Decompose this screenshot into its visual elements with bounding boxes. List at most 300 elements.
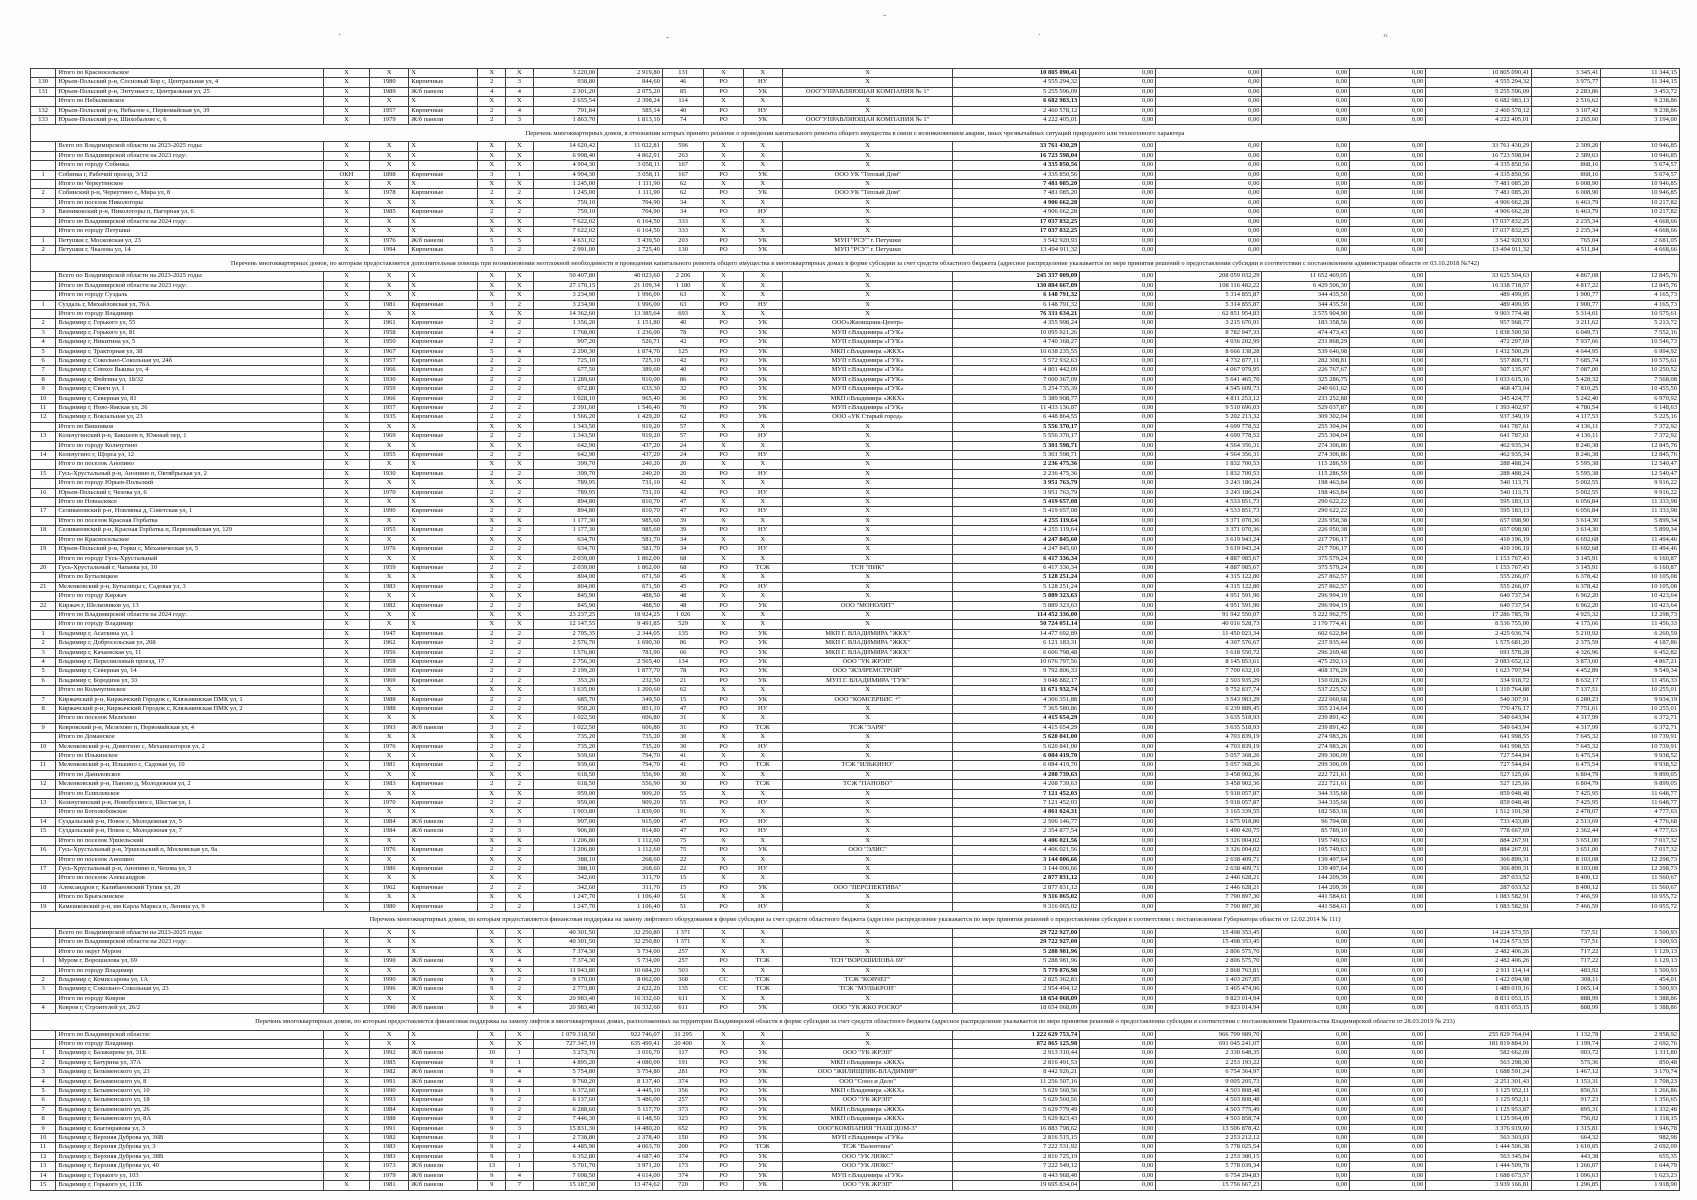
table-cell: 856,51 — [1532, 1087, 1601, 1096]
table-cell: 2 — [506, 488, 534, 497]
table-cell: УК — [743, 1171, 782, 1180]
table-cell: 410 196,19 — [1426, 535, 1532, 544]
subtotal-row — [31, 938, 1680, 947]
table-cell: Кирпичные — [409, 657, 478, 666]
table-cell: 0,00 — [1350, 356, 1426, 365]
table-cell: 11 671 932,74 — [953, 686, 1080, 695]
table-cell: 0,00 — [1080, 667, 1156, 676]
table-cell: 9 — [478, 957, 506, 966]
table-cell: РО — [704, 116, 743, 125]
table-cell: X — [704, 610, 743, 619]
table-cell: 7 372,92 — [1601, 422, 1680, 431]
table-cell: X — [704, 422, 743, 431]
table-cell: 9 — [31, 385, 56, 394]
table-cell: 4 511,84 — [1532, 245, 1601, 254]
table-cell: 4 925,32 — [1532, 610, 1601, 619]
table-cell: 0,00 — [1262, 1030, 1350, 1039]
table-cell: X — [409, 789, 478, 798]
address-cell: Кольчугинский р-н, Бакшеев п, Южный пер, 1 — [56, 432, 324, 441]
table-cell: 18 654 068,09 — [953, 994, 1080, 1003]
table-cell: 2 — [506, 366, 534, 375]
table-cell: 74 — [662, 116, 704, 125]
table-cell: X — [323, 217, 369, 226]
table-cell: 540 307,91 — [1426, 695, 1532, 704]
table-cell: 5 674,57 — [1601, 170, 1680, 179]
table-cell: 2 — [506, 667, 534, 676]
table-cell: Кирпичные — [409, 356, 478, 365]
table-cell: 3 — [478, 170, 506, 179]
table-cell: 1979 — [370, 1171, 409, 1180]
table-cell: 0,00 — [1350, 994, 1426, 1003]
table-cell: 3 — [31, 1068, 56, 1077]
table-cell: 1 177,30 — [533, 526, 598, 535]
table-cell: 282 308,81 — [1262, 356, 1350, 365]
table-cell: X — [323, 300, 369, 309]
table-cell: X — [506, 217, 534, 226]
table-cell: 0,00 — [1350, 97, 1426, 106]
address-cell: Владимир г, Безыменского ул, 10 — [56, 1087, 324, 1096]
table-cell: 13 506 878,42 — [1156, 1124, 1262, 1133]
table-cell: 3 048 882,17 — [953, 676, 1080, 685]
table-cell: X — [704, 573, 743, 582]
table-cell: 526,71 — [598, 338, 663, 347]
table-cell: 1979 — [370, 116, 409, 125]
table-cell: 13 385,64 — [598, 309, 663, 318]
table-cell: 3 215 670,91 — [1156, 319, 1262, 328]
table-cell: 281 — [662, 1068, 704, 1077]
table-cell: 0,00 — [1080, 1087, 1156, 1096]
table-cell: УК — [743, 639, 782, 648]
table-cell: 1 623 797,94 — [1426, 667, 1532, 676]
table-cell: 63 — [662, 291, 704, 300]
table-cell: 0,00 — [1080, 629, 1156, 638]
table-cell: X — [704, 151, 743, 160]
table-cell: 2 — [506, 375, 534, 384]
table-cell: X — [782, 217, 953, 226]
table-cell: 1 310 764,88 — [1426, 686, 1532, 695]
table-cell: X — [323, 817, 369, 826]
table-cell: 40 — [662, 366, 704, 375]
table-cell: 437,20 — [598, 441, 663, 450]
table-cell: 2 — [478, 827, 506, 836]
table-cell: 2 825 362,83 — [953, 975, 1080, 984]
table-cell: X — [506, 479, 534, 488]
table-cell: 966 799 989,70 — [1156, 1030, 1262, 1039]
table-cell: 2 344,05 — [598, 629, 663, 638]
table-cell: 0,00 — [1262, 1004, 1350, 1013]
table-cell: 4 533 851,73 — [1156, 498, 1262, 507]
table-cell: 1990 — [370, 1087, 409, 1096]
table-row — [31, 87, 1680, 96]
address-cell: Владимир г, Комиссарова ул, 1А — [56, 975, 324, 984]
table-cell: X — [506, 994, 534, 1003]
table-row — [31, 116, 1680, 125]
table-cell: 17 037 832,25 — [953, 227, 1080, 236]
table-cell: X — [506, 855, 534, 864]
table-cell: 0,00 — [1350, 236, 1426, 245]
table-cell — [31, 281, 56, 290]
table-cell: 2 — [506, 432, 534, 441]
table-cell: 4 307 576,67 — [1156, 639, 1262, 648]
table-cell: 2 — [478, 883, 506, 892]
table-cell: 0,00 — [1080, 1068, 1156, 1077]
table-cell: 9 — [478, 1068, 506, 1077]
table-cell: 33 625 504,63 — [1426, 272, 1532, 281]
table-cell: 0,00 — [1080, 874, 1156, 883]
table-cell: 388,10 — [533, 855, 598, 864]
table-cell: 6 148,50 — [598, 1115, 663, 1124]
table-cell: ООО "УК ЖРЭП" — [782, 657, 953, 666]
address-cell: Ковров г, Строителей ул, 26/2 — [56, 1004, 324, 1013]
table-cell: 1 343,50 — [533, 422, 598, 431]
table-cell: 0,00 — [1350, 563, 1426, 572]
table-cell: 0,00 — [1350, 723, 1426, 732]
table-cell: РО — [704, 657, 743, 666]
table-cell: 540 113,71 — [1426, 479, 1532, 488]
table-cell: Кирпичные — [409, 1105, 478, 1114]
table-cell: 7 622,02 — [533, 227, 598, 236]
table-cell: 0,00 — [1080, 479, 1156, 488]
table-cell: РО — [704, 695, 743, 704]
address-cell: Меленковский р-н, Бутылицы с, Садовая ул, 3 — [56, 582, 324, 591]
table-cell: 618,50 — [533, 780, 598, 789]
table-cell: 0,00 — [1350, 319, 1426, 328]
table-cell: 640 737,54 — [1426, 601, 1532, 610]
table-cell — [31, 161, 56, 170]
table-cell: 2 — [478, 695, 506, 704]
address-cell: Владимир г, Северная ул, 81 — [56, 394, 324, 403]
address-cell: Владимир г, Безыменского ул, 8А — [56, 1115, 324, 1124]
table-cell: X — [478, 789, 506, 798]
table-cell: X — [743, 460, 782, 469]
table-cell: 5 754,80 — [533, 1068, 598, 1077]
table-cell: Ж/б панели — [409, 1181, 478, 1190]
table-cell: 23 237,25 — [533, 610, 598, 619]
table-cell: 8 400,12 — [1532, 874, 1601, 883]
table-cell: X — [323, 319, 369, 328]
table-cell: 323 — [662, 1115, 704, 1124]
table-cell: X — [782, 227, 953, 236]
table-cell: 16 — [31, 846, 56, 855]
table-cell: 655,35 — [1601, 1152, 1680, 1161]
table-cell: 3 — [506, 1124, 534, 1133]
table-cell: 0,00 — [1262, 151, 1350, 160]
subtotal-row — [31, 808, 1680, 817]
table-cell: 135 — [662, 629, 704, 638]
table-cell: 1 356,20 — [533, 319, 598, 328]
table-cell: 1 690,30 — [598, 639, 663, 648]
table-cell: 1970 — [370, 488, 409, 497]
address-cell: Юрьев-Польский р-н, Горки с, Механическая ул, 5 — [56, 545, 324, 554]
table-cell: X — [782, 994, 953, 1003]
table-cell: 1 422 094,98 — [1426, 975, 1532, 984]
table-cell: 0,00 — [1350, 975, 1426, 984]
table-cell: Ж/б панели — [409, 1049, 478, 1058]
table-cell: 0,00 — [1156, 116, 1262, 125]
table-cell: 4 — [506, 957, 534, 966]
address-cell: Киржач г, Шелковиков ул, 13 — [56, 601, 324, 610]
table-cell: РО — [704, 328, 743, 337]
table-cell — [31, 994, 56, 1003]
table-cell: 6 606 798,48 — [953, 648, 1080, 657]
table-cell: 4 503 775,49 — [1156, 1105, 1262, 1114]
table-cell: 287 033,52 — [1426, 874, 1532, 883]
table-cell: 5 572 932,63 — [953, 356, 1080, 365]
address-cell: Петушки г, Чкалова ул, 14 — [56, 245, 324, 254]
table-cell: 9 — [478, 1124, 506, 1133]
table-cell: 144 209,39 — [1262, 874, 1350, 883]
table-cell: 2 — [506, 189, 534, 198]
table-cell: РО — [704, 817, 743, 826]
table-cell: 296 994,19 — [1262, 601, 1350, 610]
address-cell: Итого по поселок Уршельский — [56, 836, 324, 845]
table-cell: Кирпичные — [409, 375, 478, 384]
table-cell: 5 595,38 — [1532, 469, 1601, 478]
table-cell: Ж/б панели — [409, 985, 478, 994]
table-cell: X — [743, 479, 782, 488]
table-cell: X — [409, 752, 478, 761]
table-cell: 0,00 — [1262, 245, 1350, 254]
table-cell: Кирпичные — [409, 545, 478, 554]
table-cell: 0,00 — [1262, 1049, 1350, 1058]
table-cell: 1985 — [370, 1058, 409, 1067]
table-cell: 15 498 353,45 — [1156, 928, 1262, 937]
table-cell: 549 643,94 — [1426, 714, 1532, 723]
table-cell: 9 — [31, 723, 56, 732]
table-cell: УК — [743, 1096, 782, 1105]
table-cell: 4 406 021,56 — [953, 846, 1080, 855]
table-cell: 1 — [31, 957, 56, 966]
table-cell: 399,70 — [533, 460, 598, 469]
table-cell: X — [370, 498, 409, 507]
table-cell: 3 165 339,55 — [1156, 808, 1262, 817]
table-cell: 4 080,00 — [598, 1058, 663, 1067]
table-cell: 0,00 — [1156, 161, 1262, 170]
table-cell: РО — [704, 432, 743, 441]
table-cell: 2 692,09 — [1601, 1143, 1680, 1152]
table-cell: 1988 — [370, 1115, 409, 1124]
section-header-row — [31, 255, 1680, 272]
table-cell: X — [743, 1040, 782, 1049]
table-cell: 1 839,00 — [598, 808, 663, 817]
table-cell: X — [370, 874, 409, 883]
table-cell: 139 497,64 — [1262, 855, 1350, 864]
table-cell: 0,00 — [1156, 87, 1262, 96]
table-cell: 0,00 — [1156, 170, 1262, 179]
table-cell: 19 — [31, 902, 56, 911]
table-cell: 1 500,93 — [1601, 928, 1680, 937]
table-cell: 474 473,43 — [1262, 328, 1350, 337]
table-cell: 40 301,50 — [533, 938, 598, 947]
table-cell: 9 316 065,02 — [953, 893, 1080, 902]
address-cell: Владимир г, Горького ул, 81 — [56, 328, 324, 337]
table-cell: 257 — [662, 957, 704, 966]
table-cell: 47 — [662, 507, 704, 516]
table-cell: РО — [704, 639, 743, 648]
table-cell: 5 778 039,34 — [1156, 1162, 1262, 1171]
table-cell: X — [409, 151, 478, 160]
table-cell: 6 084 419,70 — [953, 752, 1080, 761]
table-cell: 0,00 — [1350, 366, 1426, 375]
table-cell: 10 955,72 — [1601, 902, 1680, 911]
table-cell: 6 260,59 — [1601, 629, 1680, 638]
table-cell: 810,70 — [598, 498, 663, 507]
table-cell: 7 685,74 — [1532, 356, 1601, 365]
table-cell: X — [370, 610, 409, 619]
table-cell: 0,00 — [1080, 272, 1156, 281]
table-cell: 7 365 580,86 — [953, 705, 1080, 714]
table-cell: Кирпичные — [409, 667, 478, 676]
table-cell: 0,00 — [1156, 69, 1262, 78]
table-cell: РО — [704, 189, 743, 198]
table-cell: 671,50 — [598, 582, 663, 591]
table-cell: 0,00 — [1080, 676, 1156, 685]
table-cell: 0,00 — [1080, 592, 1156, 601]
address-cell: Меленковский р-н, Домотино с, Механизаторов ул, 2 — [56, 742, 324, 751]
table-cell: 0,00 — [1080, 498, 1156, 507]
table-cell: 0,00 — [1080, 723, 1156, 732]
table-cell: X — [409, 291, 478, 300]
table-cell: 1966 — [370, 394, 409, 403]
table-cell: X — [409, 893, 478, 902]
table-cell: Кирпичные — [409, 1124, 478, 1133]
table-cell: 86 — [662, 639, 704, 648]
table-cell: 0,00 — [1080, 338, 1156, 347]
table-cell: 2 — [478, 705, 506, 714]
subtotal-row — [31, 770, 1680, 779]
table-cell: 75 — [662, 836, 704, 845]
section-header-text: Перечень многоквартирных домов, в отношении которых принято решение о проведении капитального ремонта общего имущества в связи с возникновением аварии, иных чрезвычайных ситуаций природного или техногенного характера — [31, 125, 1680, 142]
table-cell: X — [506, 874, 534, 883]
table-cell: X — [323, 667, 369, 676]
table-cell: 0,00 — [1262, 208, 1350, 217]
address-cell: Юрьев-Польский р-н, Энтузиаст с, Центральная ул, 25 — [56, 87, 324, 96]
table-cell: 7 481 085,20 — [953, 189, 1080, 198]
table-cell: 4 801 442,09 — [953, 366, 1080, 375]
table-cell: 344 335,68 — [1262, 799, 1350, 808]
table-cell: 7 645,32 — [1532, 742, 1601, 751]
table-cell: 770 476,17 — [1426, 705, 1532, 714]
table-cell: X — [478, 498, 506, 507]
table-cell: 12 — [31, 780, 56, 789]
table-cell: 1 688 591,24 — [1426, 1068, 1532, 1077]
table-cell: 274 306,86 — [1262, 441, 1350, 450]
table-cell: X — [743, 770, 782, 779]
table-cell: X — [323, 291, 369, 300]
table-cell: X — [506, 422, 534, 431]
table-cell: X — [409, 516, 478, 525]
table-cell: 759,10 — [533, 198, 598, 207]
table-cell: 1 118,15 — [1601, 1115, 1680, 1124]
table-cell: 2 — [506, 761, 534, 770]
table-cell: РО — [704, 667, 743, 676]
table-row — [31, 705, 1680, 714]
table-cell: 2 039,00 — [533, 554, 598, 563]
subtotal-row — [31, 422, 1680, 431]
table-cell: 17 — [31, 507, 56, 516]
table-cell: 0,00 — [1080, 347, 1156, 356]
table-cell: 0,00 — [1350, 432, 1426, 441]
table-cell: 3 453,72 — [1601, 87, 1680, 96]
table-cell: 222 060,68 — [1262, 695, 1350, 704]
table-cell: 4 306 351,88 — [953, 695, 1080, 704]
table-cell: Кирпичные — [409, 106, 478, 115]
table-cell: 11 456,33 — [1601, 676, 1680, 685]
subtotal-row — [31, 281, 1680, 290]
table-cell: 0,00 — [1080, 1115, 1156, 1124]
table-cell: 2 756,30 — [533, 657, 598, 666]
table-cell: X — [370, 686, 409, 695]
table-cell: X — [743, 938, 782, 947]
table-row — [31, 1162, 1680, 1171]
subtotal-row — [31, 836, 1680, 845]
table-cell: 0,00 — [1262, 106, 1350, 115]
table-cell: Кирпичные — [409, 780, 478, 789]
table-cell: X — [743, 227, 782, 236]
table-cell: 208 059 032,29 — [1156, 272, 1262, 281]
table-cell — [31, 1040, 56, 1049]
table-cell: 4 906 662,28 — [953, 208, 1080, 217]
table-cell: МУП г.Владимира «ГУК» — [782, 1171, 953, 1180]
table-cell: 11 333,98 — [1601, 498, 1680, 507]
table-cell: X — [370, 516, 409, 525]
table-cell: 633,30 — [598, 385, 663, 394]
table-cell: 1 465 474,96 — [1156, 985, 1262, 994]
table-cell: 1 832 700,53 — [1156, 460, 1262, 469]
table-cell: 1 900,77 — [1532, 300, 1601, 309]
table-cell: 6 160,87 — [1601, 554, 1680, 563]
table-cell: 1 153 767,43 — [1426, 554, 1532, 563]
table-cell: 6 288,60 — [533, 1105, 598, 1114]
table-cell: 374 — [662, 1077, 704, 1086]
table-cell: ООО "ЖЭЛРЕМСТРОЙ" — [782, 667, 953, 676]
table-cell: X — [478, 479, 506, 488]
table-cell: 333 — [662, 227, 704, 236]
table-cell: 3 371 070,36 — [1156, 526, 1262, 535]
table-cell: X — [409, 808, 478, 817]
table-cell: МУП г.Владимира «ГУК» — [782, 375, 953, 384]
address-cell: Юрьев-Польский г, Чехова ул, 6 — [56, 488, 324, 497]
table-row — [31, 629, 1680, 638]
section-header-row — [31, 1013, 1680, 1030]
table-cell: X — [370, 1040, 409, 1049]
table-cell: 4 668,66 — [1601, 245, 1680, 254]
table-cell: 1955 — [370, 526, 409, 535]
table-cell: УК — [743, 356, 782, 365]
table-cell: 2 — [506, 338, 534, 347]
table-row — [31, 799, 1680, 808]
table-cell — [31, 855, 56, 864]
table-cell: 8 — [31, 375, 56, 384]
address-cell: Владимир г, Верхняя Дуброва ул, 38В — [56, 1152, 324, 1161]
table-cell: 0,00 — [1262, 985, 1350, 994]
table-cell: 13 — [478, 1162, 506, 1171]
table-row — [31, 1105, 1680, 1114]
table-cell: ТСН "ВОРОШИЛОВА 69" — [782, 957, 953, 966]
table-cell: X — [370, 161, 409, 170]
address-cell: Владимир г, Северная ул, 14 — [56, 667, 324, 676]
table-cell: 9 — [478, 1105, 506, 1114]
table-cell: 8 103,08 — [1532, 855, 1601, 864]
section-header-text: Перечень многоквартирных домов, по которым предоставляется финансовая поддержка на замену лифтов в многоквартирных домах, расположенных на территории Владимирской области в форме субсидии за счет средств областного бюджета (адресное распределение указывается по мере принятия решений о предоставлении субсидии в соответствии с постановлением Правительства Владимирской области от 28.03.2019 № 233) — [31, 1013, 1680, 1030]
table-cell: X — [370, 1030, 409, 1039]
table-cell: 1 129,13 — [1601, 957, 1680, 966]
table-cell: 0,00 — [1080, 208, 1156, 217]
table-cell: 0,00 — [1262, 161, 1350, 170]
table-cell: 5 629 823,43 — [953, 1115, 1080, 1124]
table-cell: X — [323, 469, 369, 478]
table-cell: 0,00 — [1080, 488, 1156, 497]
